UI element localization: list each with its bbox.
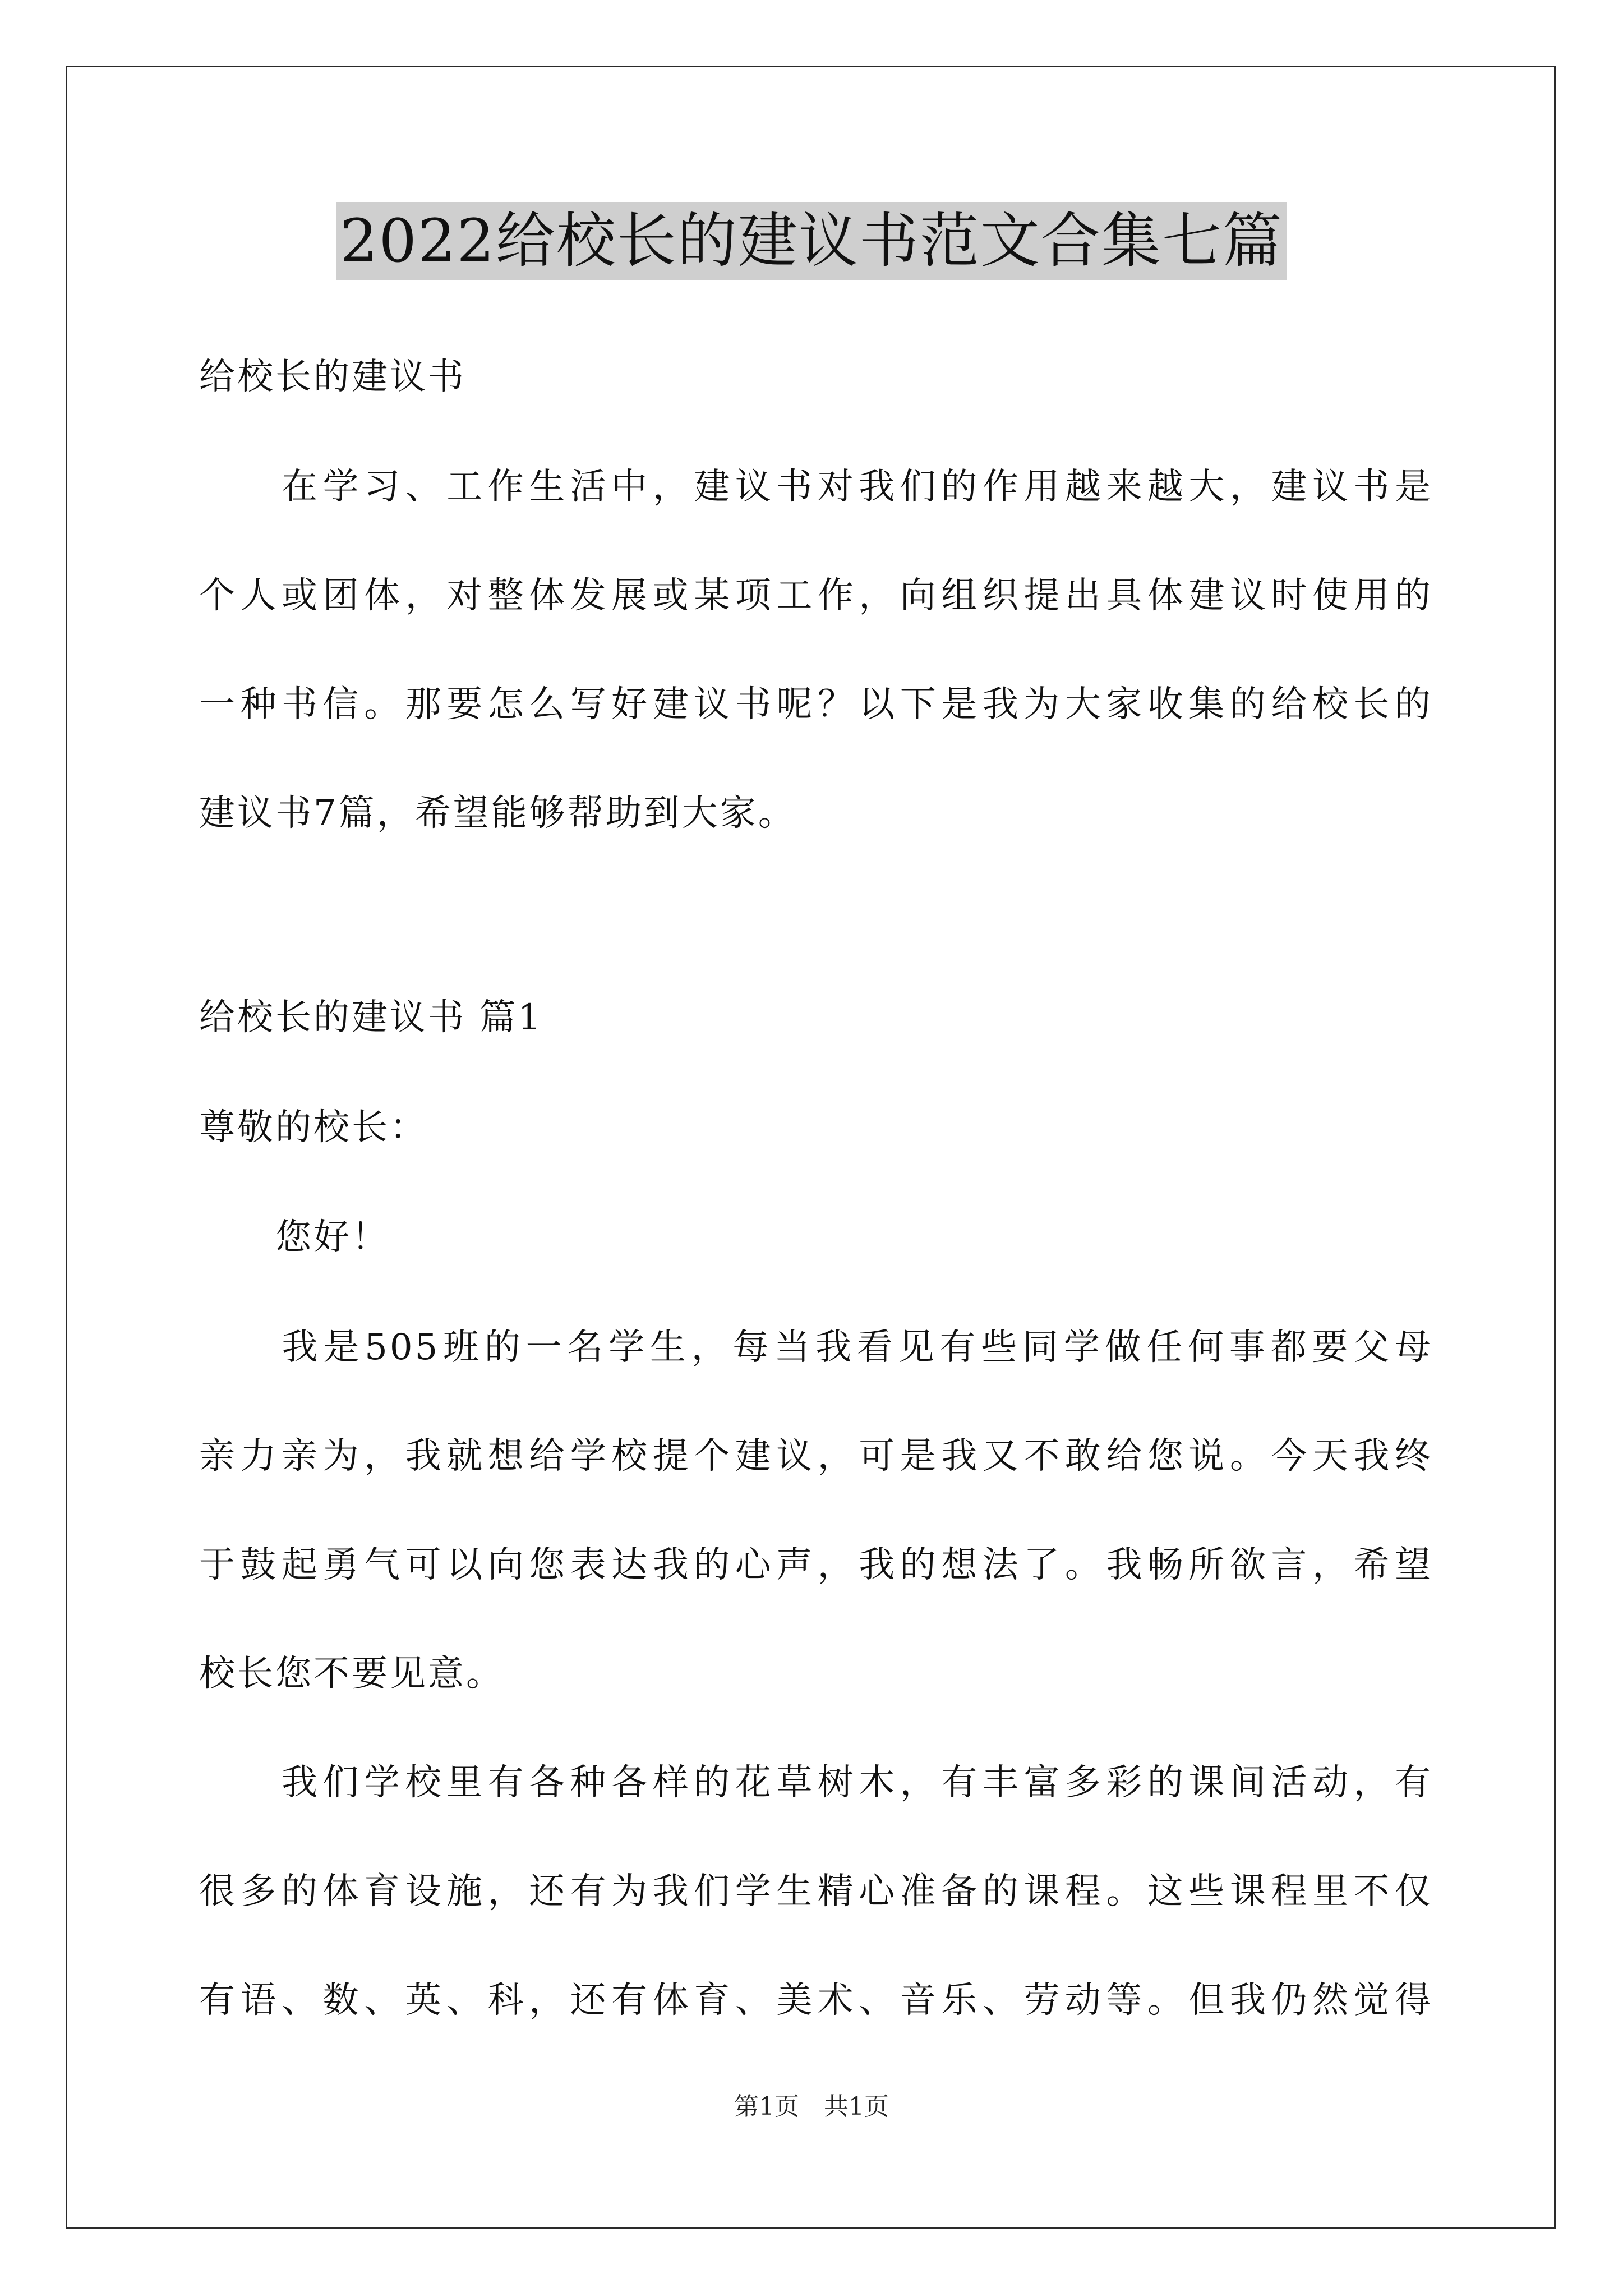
page-footer: 第1页 共1页 [734,2092,889,2121]
document-title: 2022给校长的建议书范文合集七篇 [336,202,1287,280]
paragraph-line: 我们学校里有各种各样的花草树木，有丰富多彩的课间活动，有 [199,1762,1433,1803]
paragraph-line: 校长您不要见意。 [199,1653,504,1695]
paragraph-line: 亲力亲为，我就想给学校提个建议，可是我又不敢给您说。今天我终 [199,1435,1433,1477]
paragraph-line: 很多的体育设施，还有为我们学生精心准备的课程。这些课程里不仅 [199,1871,1433,1912]
title-container [0,202,1623,280]
greeting: 您好！ [199,1217,390,1258]
paragraph-line: 有语、数、英、科，还有体育、美术、音乐、劳动等。但我仍然觉得 [199,1980,1433,2021]
paragraph-line: 于鼓起勇气可以向您表达我的心声，我的想法了。我畅所欲言，希望 [199,1544,1433,1586]
paragraph-line: 一种书信。那要怎么写好建议书呢？以下是我为大家收集的给校长的 [199,684,1433,725]
paragraph-line: 我是505班的一名学生，每当我看见有些同学做任何事都要父母 [199,1327,1433,1368]
salutation: 尊敬的校长： [199,1107,428,1148]
section-heading: 给校长的建议书 篇1 [199,997,543,1038]
paragraph-line: 个人或团体，对整体发展或某项工作，向组织提出具体建议时使用的 [199,575,1433,616]
section-heading: 给校长的建议书 [199,356,466,398]
paragraph-line: 在学习、工作生活中，建议书对我们的作用越来越大，建议书是 [199,466,1433,508]
paragraph-line: 建议书7篇，希望能够帮助到大家。 [199,793,796,834]
